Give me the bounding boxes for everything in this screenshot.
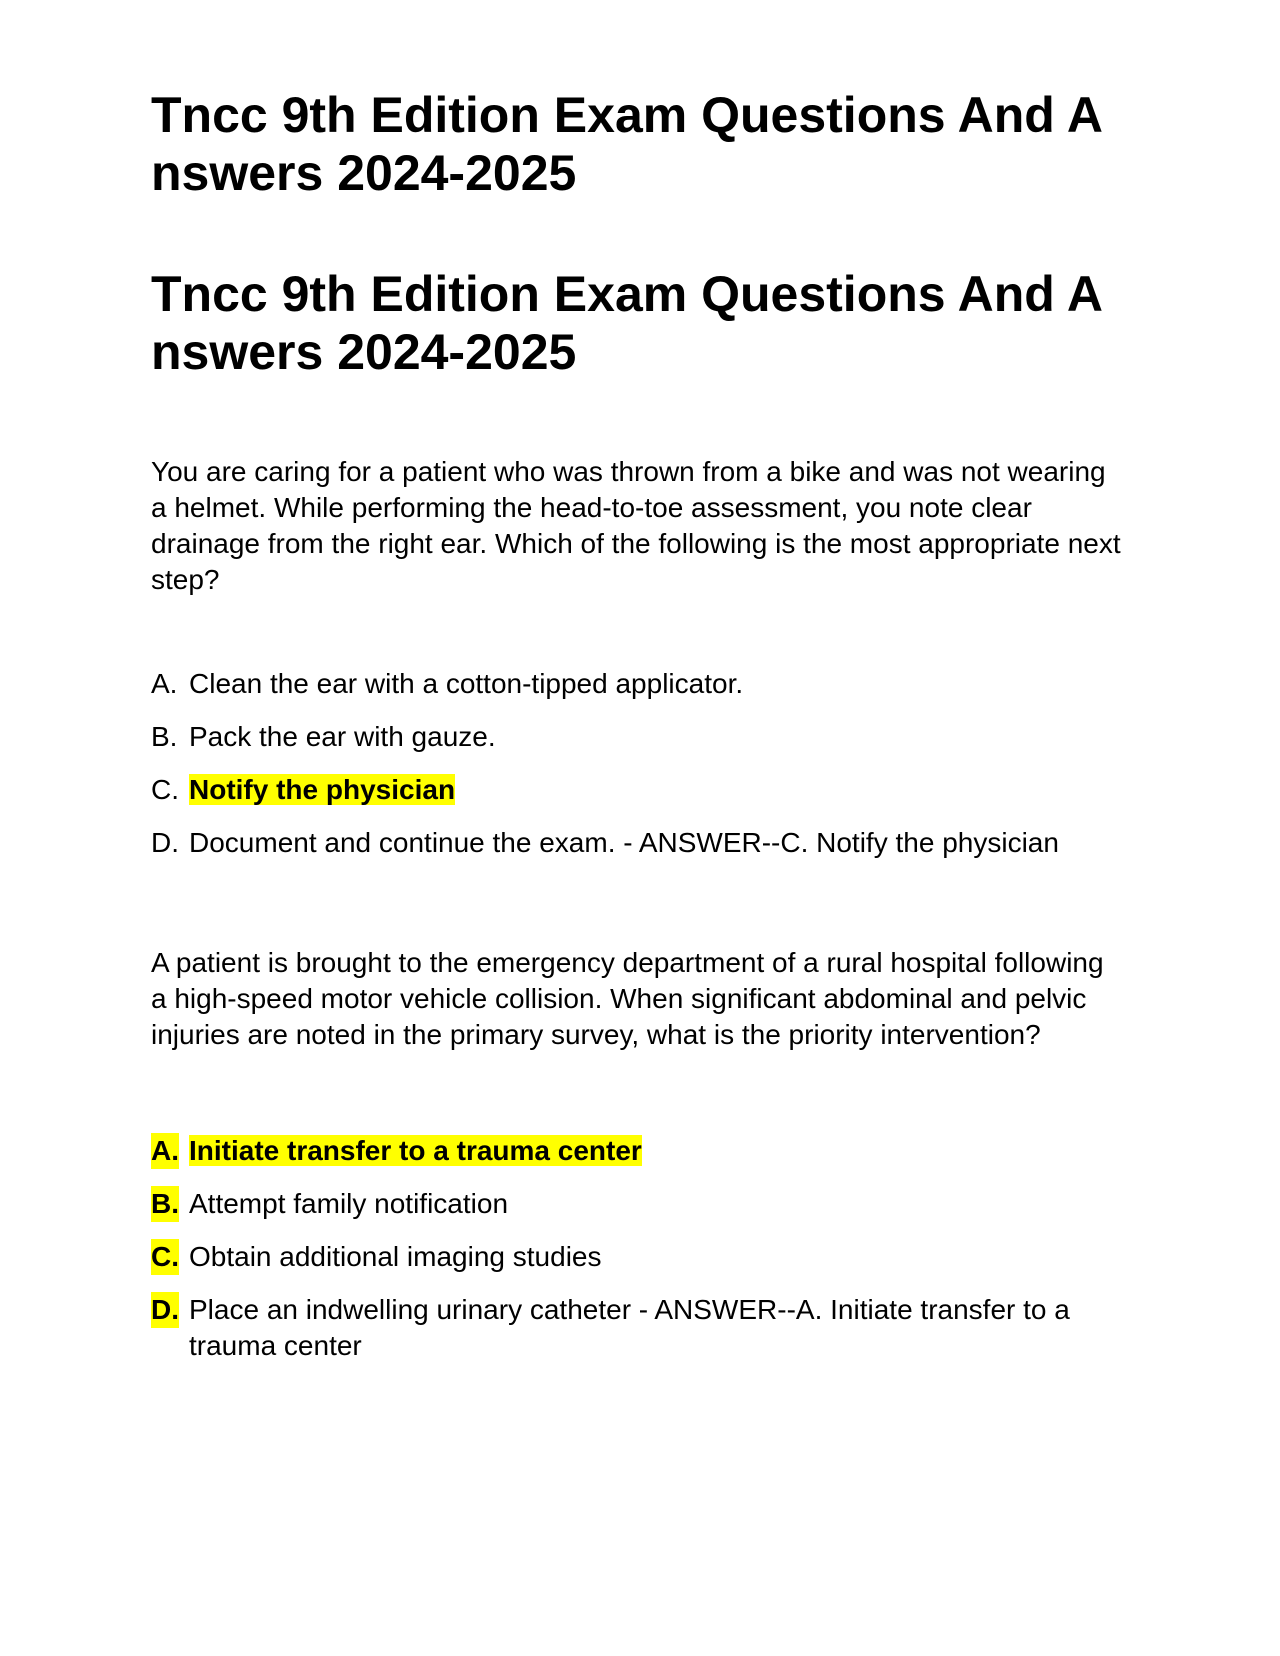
document-title-repeat: Tncc 9th Edition Exam Questions And Answers 2024-2025	[151, 266, 1103, 380]
option-letter-highlighted: A.	[151, 1133, 179, 1169]
option-letter-highlighted: B.	[151, 1186, 179, 1222]
option-text: Attempt family notification	[189, 1188, 509, 1219]
option-2d	[151, 1292, 1131, 1364]
option-2c	[151, 1239, 1131, 1275]
option-letter-highlighted: C.	[151, 1239, 179, 1275]
question-1-text: You are caring for a patient who was thrown from a bike and was not wearing a helmet. While performing the head-to-toe assessment, you note clear drainage from the right ear. Which of the following is the most appropriate next step?	[151, 456, 1121, 595]
option-2a-correct	[151, 1133, 1131, 1169]
document-title: Tncc 9th Edition Exam Questions And Answers 2024-2025	[151, 87, 1103, 201]
highlighted-answer-text: Notify the physician	[189, 774, 456, 805]
option-1c-correct	[151, 772, 1131, 808]
option-text: Place an indwelling urinary catheter - ANSWER--A. Initiate transfer to a trauma center	[189, 1294, 1070, 1361]
document-page	[151, 86, 1131, 1381]
option-text: Clean the ear with a cotton-tipped applicator.	[189, 668, 744, 699]
option-letter-highlighted: D.	[151, 1292, 179, 1328]
option-1a	[151, 666, 1131, 702]
option-text: Document and continue the exam. - ANSWER--C. Notify the physician	[189, 827, 1059, 858]
option-1d	[151, 825, 1131, 861]
option-letter: C.	[151, 774, 179, 805]
question-1-options	[151, 666, 1131, 861]
question-2-options	[151, 1133, 1131, 1364]
highlighted-answer-text: Initiate transfer to a trauma center	[189, 1135, 642, 1166]
option-letter: D.	[151, 827, 179, 858]
option-text: Pack the ear with gauze.	[189, 721, 496, 752]
option-letter: B.	[151, 721, 178, 752]
option-letter: A.	[151, 668, 178, 699]
option-2b	[151, 1186, 1131, 1222]
question-2-text: A patient is brought to the emergency department of a rural hospital following a high-speed motor vehicle collision. When significant abdominal and pelvic injuries are noted in the primary survey, what is the priority intervention?	[151, 947, 1104, 1050]
option-1b	[151, 719, 1131, 755]
option-text: Obtain additional imaging studies	[189, 1241, 602, 1272]
